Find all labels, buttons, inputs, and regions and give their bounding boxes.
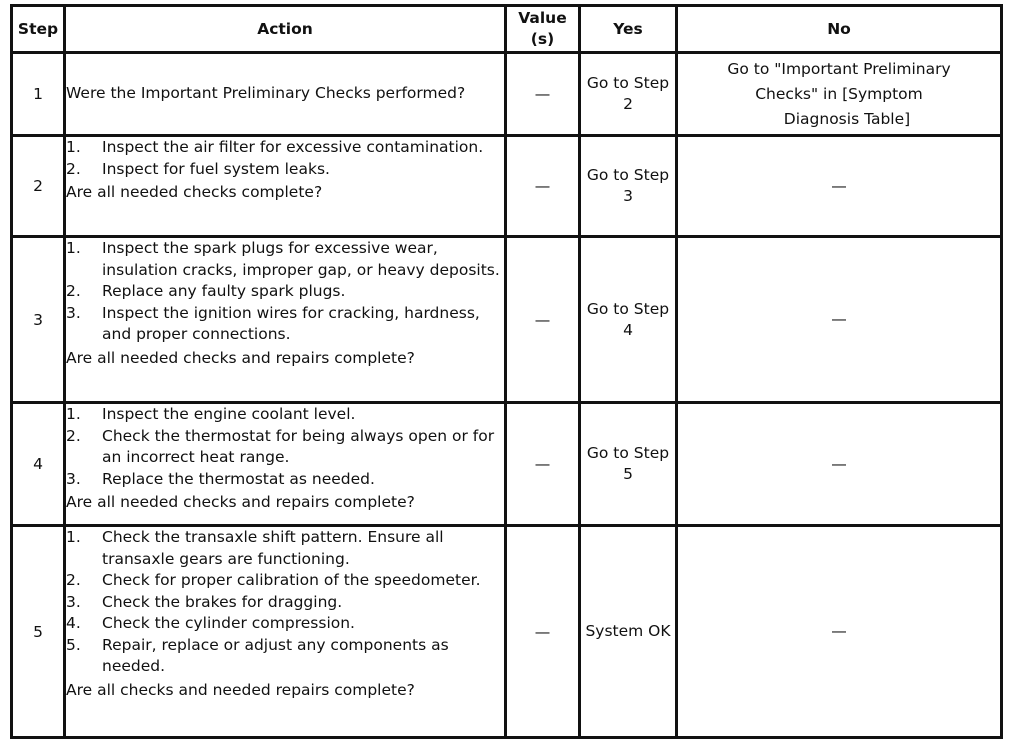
- action-item: 3. Inspect the ignition wires for cracking, hardness, and proper connections.: [66, 303, 480, 343]
- step-number: 4: [12, 403, 65, 526]
- action-item-text: Check the cylinder compression.: [102, 614, 355, 632]
- value-cell: [506, 403, 580, 526]
- action-question: Are all needed checks and repairs complete?: [66, 348, 415, 367]
- value-cell: [506, 237, 580, 403]
- action-item: 1. Inspect the engine coolant level.: [66, 405, 356, 423]
- action-item-text: Replace the thermostat as needed.: [102, 469, 375, 488]
- action-cell: [65, 53, 506, 136]
- action-item-text: Inspect for fuel system leaks.: [102, 159, 330, 178]
- yes-cell: Go to Step 4: [580, 237, 677, 403]
- action-list: [66, 404, 504, 490]
- action-item: 2. Replace any faulty spark plugs.: [66, 282, 346, 300]
- no-cell: —: [677, 526, 1002, 738]
- action-question: Were the Important Preliminary Checks performed?: [66, 84, 466, 103]
- header-yes: Yes: [580, 6, 677, 53]
- yes-cell: System OK: [580, 526, 677, 738]
- header-action: Action: [65, 6, 506, 53]
- value-cell: [506, 136, 580, 237]
- no-cell: —: [677, 136, 1002, 237]
- table-row: [12, 237, 1002, 403]
- diagnostic-table-container: [10, 4, 1003, 739]
- step-number: 1: [12, 53, 65, 136]
- action-item-text: Check the thermostat for being always open or for an incorrect heat range.: [102, 426, 495, 466]
- header-value: Value (s): [506, 6, 580, 53]
- action-item: 2. Check for proper calibration of the speedometer.: [66, 571, 481, 589]
- header-row: [12, 6, 1002, 53]
- action-cell: [65, 526, 506, 738]
- value-dash: —: [534, 177, 551, 195]
- table-row: [12, 526, 1002, 738]
- action-item: 2. Inspect for fuel system leaks.: [66, 159, 330, 178]
- no-text-line: Diagnosis Table]: [783, 109, 911, 128]
- action-list: [66, 527, 504, 678]
- yes-cell: Go to Step 3: [580, 136, 677, 237]
- action-item-text: Check the brakes for dragging.: [102, 592, 343, 611]
- action-item: 1. Inspect the spark plugs for excessive wear, insulation cracks, improper gap, or heavy deposits.: [66, 239, 500, 279]
- action-item-text: Check the transaxle shift pattern. Ensure all transaxle gears are functioning.: [102, 528, 444, 568]
- step-number: 2: [12, 136, 65, 237]
- action-list: [66, 238, 504, 346]
- action-item-text: Inspect the air filter for excessive contamination.: [102, 138, 484, 156]
- action-item-text: Inspect the spark plugs for excessive wear, insulation cracks, improper gap, or heavy deposits.: [102, 239, 500, 279]
- header-step: Step: [12, 6, 65, 53]
- no-cell: [677, 53, 1002, 136]
- action-item-text: Check for proper calibration of the speedometer.: [102, 571, 481, 589]
- action-question: Are all needed checks complete?: [66, 183, 323, 201]
- action-item-text: Inspect the ignition wires for cracking, hardness, and proper connections.: [102, 303, 480, 343]
- action-list: [66, 137, 504, 180]
- action-item: 3. Check the brakes for dragging.: [66, 592, 343, 611]
- table-row: [12, 136, 1002, 237]
- action-item: 5. Repair, replace or adjust any components as needed.: [66, 635, 449, 675]
- value-dash: —: [534, 455, 551, 473]
- action-item: 2. Check the thermostat for being always open or for an incorrect heat range.: [66, 426, 495, 466]
- no-text-line: Checks" in [Symptom: [755, 84, 923, 103]
- header-no: No: [677, 6, 1002, 53]
- action-question: Are all checks and needed repairs complete?: [66, 680, 415, 699]
- action-cell: [65, 136, 506, 237]
- value-dash: —: [534, 622, 551, 641]
- diagnostic-table: [10, 4, 1003, 739]
- step-number: 3: [12, 237, 65, 403]
- yes-cell: Go to Step 2: [580, 53, 677, 136]
- action-cell: [65, 237, 506, 403]
- no-text-line: Go to "Important Preliminary: [727, 59, 951, 78]
- action-item-text: Repair, replace or adjust any components as needed.: [102, 635, 449, 675]
- no-cell: —: [677, 403, 1002, 526]
- action-item: 4. Check the cylinder compression.: [66, 614, 355, 632]
- yes-cell: Go to Step 5: [580, 403, 677, 526]
- action-item-text: Inspect the engine coolant level.: [102, 405, 356, 423]
- action-cell: [65, 403, 506, 526]
- value-cell: [506, 53, 580, 136]
- step-number: 5: [12, 526, 65, 738]
- action-item: 3. Replace the thermostat as needed.: [66, 469, 375, 488]
- value-cell: [506, 526, 580, 738]
- value-dash: —: [534, 310, 551, 329]
- action-question: Are all needed checks and repairs complete?: [66, 493, 415, 511]
- action-item: 1. Check the transaxle shift pattern. Ensure all transaxle gears are functioning.: [66, 528, 444, 568]
- value-dash: —: [534, 85, 551, 103]
- action-item-text: Replace any faulty spark plugs.: [102, 282, 346, 300]
- action-item: 1. Inspect the air filter for excessive contamination.: [66, 138, 484, 156]
- table-row: [12, 53, 1002, 136]
- table-row: [12, 403, 1002, 526]
- no-cell: —: [677, 237, 1002, 403]
